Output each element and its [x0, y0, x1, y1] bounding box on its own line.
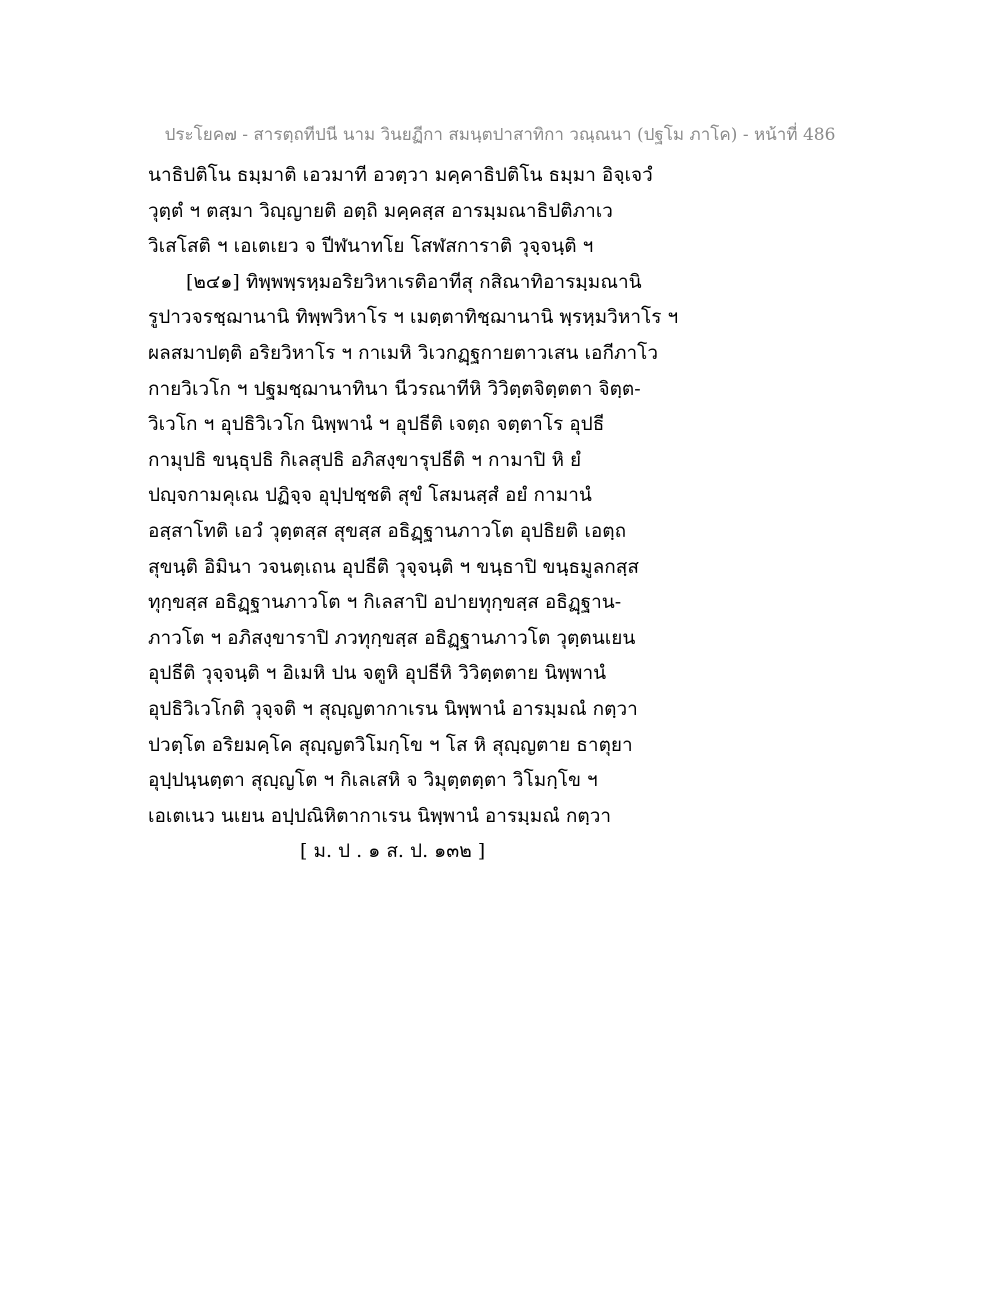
text-line: อสฺสาโทติ เอวํ วุตฺตสฺส สุขสฺส อธิฏฺฐานภาวโต อุปธิยติ เอตฺถ [148, 519, 627, 542]
running-header: ประโยค๗ - สารตฺถทีปนี นาม วินยฏีกา สมนฺตปาสาทิกา วณฺณนา (ปฐโม ภาโค) - หน้าที่ 486 [164, 125, 836, 145]
paragraph-start-line: [๒๔๑] ทิพฺพพฺรหฺมอริยวิหาเรติอาทีสุ กสิณาทิอารมฺมณานิ [186, 270, 642, 293]
text-line: วิเวโก ฯ อุปธิวิเวโก นิพฺพานํ ฯ อุปธีติ เจตฺถ จตฺตาโร อุปธี [148, 413, 605, 436]
text-line: ปญฺจกามคุเณ ปฏิจฺจ อุปฺปชฺชติ สุขํ โสมนสฺสํ อยํ กามานํ [148, 484, 592, 507]
text-line: นาธิปติโน ธมฺมาติ เอวมาที อวตฺวา มคฺคาธิปติโน ธมฺมา อิจฺเจวํ [148, 164, 653, 186]
text-line: วิเสโสติ ฯ เอเตเยว จ ปีฬนาทโย โสฬสการาติ วุจฺจนฺติ ฯ [148, 235, 594, 258]
text-line: กามุปธิ ขนฺธุปธิ กิเลสุปธิ อภิสงฺขารุปธีติ ฯ กามาปิ หิ ยํ [148, 448, 582, 471]
text-line: วุตฺตํ ฯ ตสฺมา วิญฺญายติ อตฺถิ มคฺคสฺส อารมฺมณาธิปติภาเว [148, 199, 613, 222]
text-line: รูปาวจรชฺฌานานิ ทิพฺพวิหาโร ฯ เมตฺตาทิชฺฌานานิ พฺรหฺมวิหาโร ฯ [148, 306, 679, 329]
text-line: ปวตฺโต อริยมคฺโค สุญฺญตวิโมกฺโข ฯ โส หิ สุญฺญตาย ธาตุยา [148, 733, 633, 756]
text-line: อุปธีติ วุจฺจนฺติ ฯ อิเมหิ ปน จตูหิ อุปธีหิ วิวิตฺตตาย นิพฺพานํ [148, 662, 607, 685]
text-line: ภาวโต ฯ อภิสงฺขาราปิ ภวทุกฺขสฺส อธิฏฺฐานภาวโต วุตฺตนเยน [148, 626, 636, 649]
text-line: ทุกฺขสฺส อธิฏฺฐานภาวโต ฯ กิเลสาปิ อปายทุกฺขสฺส อธิฏฺฐาน- [148, 591, 622, 614]
text-line: อุปฺปนฺนตฺตา สุญฺญโต ฯ กิเลเสหิ จ วิมุตฺตตฺตา วิโมกฺโข ฯ [148, 769, 598, 792]
text-line: สุขนฺติ อิมินา วจนตฺเถน อุปธีติ วุจฺจนฺติ ฯ ขนฺธาปิ ขนฺธมูลกสฺส [148, 555, 639, 578]
text-line: เอเตเนว นเยน อปฺปณิหิตากาเรน นิพฺพานํ อารมฺมณํ กตฺวา [148, 804, 612, 827]
text-line: กายวิเวโก ฯ ปฐมชฺฌานาทินา นีวรณาทีหิ วิวิตฺตจิตฺตตา จิตฺต- [148, 377, 641, 400]
text-line: อุปธิวิเวโกติ วุจฺจติ ฯ สุญฺญตากาเรน นิพฺพานํ อารมฺมณํ กตฺวา [148, 697, 638, 720]
reference-note: [ ม. ป . ๑ ส. ป. ๑๓๒ ] [300, 840, 486, 863]
body-text [148, 158, 688, 870]
text-line: ผลสมาปตฺติ อริยวิหาโร ฯ กาเมหิ วิเวกฏฺฐกายตาวเสน เอกีภาโว [148, 341, 659, 364]
